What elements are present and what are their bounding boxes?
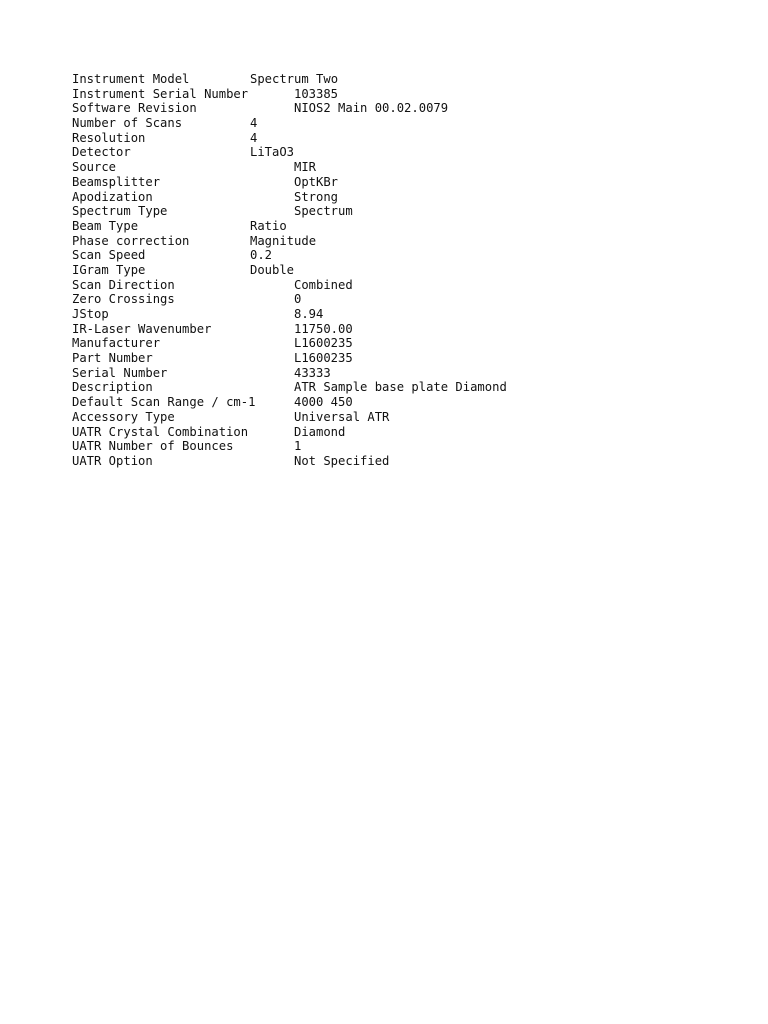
- row-value: 11750.00: [294, 321, 353, 336]
- row-label: JStop: [72, 307, 109, 321]
- row-value: 0: [294, 292, 302, 307]
- row-value: NIOS2 Main 00.02.0079: [294, 101, 449, 116]
- row-number-of-scans: [72, 116, 712, 131]
- row-label: Beam Type: [72, 218, 139, 233]
- row-label: UATR Option: [72, 453, 153, 468]
- row-value: 4: [250, 116, 258, 131]
- row-value: 103385: [294, 86, 339, 101]
- row-label: Detector: [72, 145, 131, 160]
- row-uatr-option: [72, 454, 712, 469]
- row-label: Resolution: [72, 130, 146, 145]
- row-value: 1: [294, 439, 302, 454]
- row-zero-crossings: [72, 292, 712, 307]
- row-value: 43333: [294, 365, 331, 380]
- row-serial-number: [72, 366, 712, 381]
- row-label: Software Revision: [72, 101, 197, 116]
- row-resolution: [72, 131, 712, 146]
- instrument-settings-document: [72, 72, 712, 469]
- row-label: UATR Number of Bounces: [72, 439, 234, 454]
- row-value: 8.94: [294, 307, 324, 321]
- row-instrument-model: [72, 72, 712, 87]
- row-value: Ratio: [250, 218, 287, 233]
- row-label: Instrument Serial Number: [72, 86, 249, 101]
- row-label: Manufacturer: [72, 336, 161, 351]
- row-value: Universal ATR: [294, 409, 390, 424]
- row-software-revision: [72, 101, 712, 116]
- row-value: Diamond: [294, 424, 346, 439]
- row-label: IR-Laser Wavenumber: [72, 321, 212, 336]
- row-detector: [72, 145, 712, 160]
- row-ir-laser-wavenumber: [72, 322, 712, 337]
- row-description: [72, 380, 712, 395]
- row-part-number: [72, 351, 712, 366]
- row-label: Zero Crossings: [72, 292, 175, 307]
- row-value: Double: [250, 262, 295, 277]
- row-label: Description: [72, 380, 153, 395]
- row-uatr-crystal-combination: [72, 425, 712, 440]
- row-value: L1600235: [294, 351, 353, 366]
- row-value: L1600235: [294, 336, 353, 351]
- row-label: Apodization: [72, 189, 153, 204]
- row-spectrum-type: [72, 204, 712, 219]
- row-label: Number of Scans: [72, 116, 183, 131]
- row-phase-correction: [72, 234, 712, 249]
- row-label: Phase correction: [72, 233, 190, 248]
- row-value: 0.2: [250, 248, 273, 263]
- row-value: LiTaO3: [250, 145, 295, 160]
- row-default-scan-range: [72, 395, 712, 410]
- row-value: 4000 450: [294, 395, 353, 410]
- row-label: Scan Direction: [72, 277, 175, 292]
- row-value: MIR: [294, 160, 317, 175]
- row-value: Not Specified: [294, 453, 390, 468]
- row-value: Spectrum: [294, 204, 353, 219]
- row-apodization: [72, 190, 712, 205]
- row-jstop: [72, 307, 712, 322]
- row-label: Default Scan Range / cm-1: [72, 395, 256, 410]
- row-beamsplitter: [72, 175, 712, 190]
- row-label: Spectrum Type: [72, 204, 168, 219]
- row-value: ATR Sample base plate Diamond: [294, 380, 507, 395]
- row-label: Serial Number: [72, 365, 168, 380]
- row-value: Spectrum Two: [250, 72, 339, 86]
- row-value: OptKBr: [294, 174, 339, 189]
- row-uatr-number-of-bounces: [72, 439, 712, 454]
- row-accessory-type: [72, 410, 712, 425]
- row-label: Part Number: [72, 351, 153, 366]
- row-instrument-serial-number: [72, 87, 712, 102]
- row-label: Accessory Type: [72, 409, 175, 424]
- row-scan-direction: [72, 278, 712, 293]
- row-label: Source: [72, 160, 117, 175]
- row-value: Combined: [294, 277, 353, 292]
- row-value: Strong: [294, 189, 339, 204]
- row-value: 4: [250, 130, 258, 145]
- row-value: Magnitude: [250, 233, 317, 248]
- row-beam-type: [72, 219, 712, 234]
- row-igram-type: [72, 263, 712, 278]
- row-source: [72, 160, 712, 175]
- row-manufacturer: [72, 336, 712, 351]
- row-label: Scan Speed: [72, 248, 146, 263]
- row-label: IGram Type: [72, 262, 146, 277]
- row-label: Instrument Model: [72, 72, 190, 86]
- row-label: UATR Crystal Combination: [72, 424, 249, 439]
- row-scan-speed: [72, 248, 712, 263]
- row-label: Beamsplitter: [72, 174, 161, 189]
